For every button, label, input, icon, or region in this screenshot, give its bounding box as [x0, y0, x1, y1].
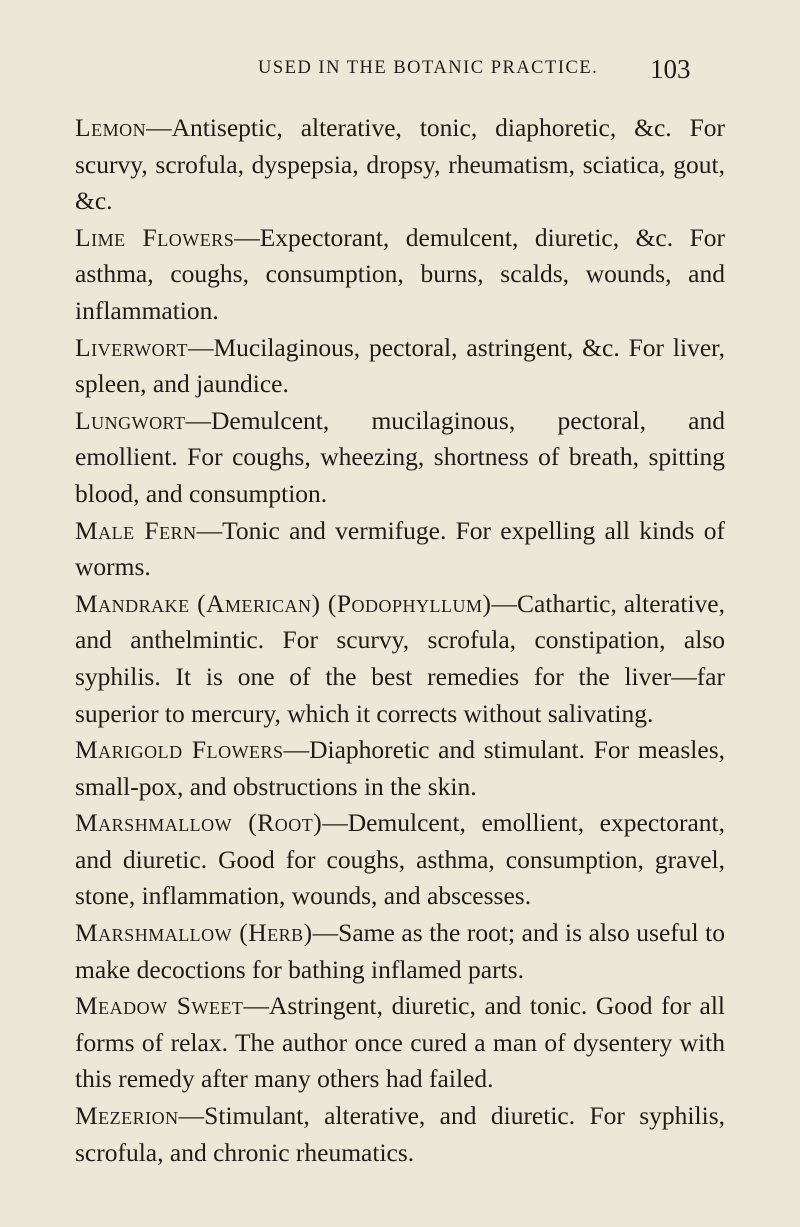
entry-term: Marshmallow (Root) — [75, 808, 323, 838]
entry-marshmallow-root — [75, 805, 725, 915]
herb-entries — [75, 110, 725, 1171]
entry-marshmallow-herb — [75, 915, 725, 988]
entry-description: —Stimulant, alterative, and diuretic. For syphilis, scrofula, and chronic rheumatics. — [75, 1101, 725, 1167]
entry-term: Mandrake (American) (Podophyllum) — [75, 588, 492, 618]
entry-male-fern — [75, 513, 725, 586]
entry-description: —Demulcent, emollient, expectorant, and diuretic. Good for coughs, asthma, consumption, gravel, stone, inflammation, wounds, and abscesses. — [75, 808, 725, 911]
page-number: 103 — [650, 54, 691, 84]
entry-lime-flowers — [75, 220, 725, 330]
entry-liverwort — [75, 330, 725, 403]
entry-mandrake — [75, 586, 725, 732]
entry-mezerion — [75, 1098, 725, 1171]
entry-term: Lemon — [75, 113, 147, 142]
entry-term: Marigold Flowers — [75, 735, 284, 765]
entry-term: Lime Flowers — [75, 222, 235, 252]
running-head: USED IN THE BOTANIC PRACTICE. — [258, 58, 599, 78]
entry-description: —Mucilaginous, pectoral, astringent, &c. For liver, spleen, and jaundice. — [75, 332, 725, 399]
entry-marigold-flowers — [75, 732, 725, 805]
entry-lungwort — [75, 403, 725, 513]
entry-description: —Astringent, diuretic, and tonic. Good for all forms of relax. The author once cured a man of dysentery with this remedy after many others had failed. — [75, 991, 725, 1094]
entry-lemon — [75, 110, 725, 220]
entry-term: Meadow Sweet — [75, 991, 244, 1021]
entry-meadow-sweet — [75, 988, 725, 1098]
entry-description: —Antiseptic, alterative, tonic, diaphoretic, &c. For scurvy, scrofula, dyspepsia, dropsy, rheumatism, sciatica, gout, &c. — [75, 113, 725, 216]
entry-description: —Same as the root; and is also useful to make decoctions for bathing inflamed parts. — [75, 918, 726, 984]
entry-term: Mezerion — [75, 1101, 179, 1131]
entry-term: Marshmallow (Herb) — [75, 918, 313, 948]
entry-description: —Cathartic, alterative, and anthelmintic. For scurvy, scrofula, constipation, also syphilis. It is one of the best remedies for the liver—far superior to mercury, which it corrects without salivating. — [75, 588, 725, 728]
entry-description: —Demulcent, mucilaginous, pectoral, and emollient. For coughs, wheezing, shortness of breath, spitting blood, and consumption. — [75, 405, 725, 508]
entry-term: Liverwort — [75, 332, 188, 362]
entry-description: —Diaphoretic and stimulant. For measles, small-pox, and obstructions in the skin. — [75, 735, 725, 801]
entry-term: Lungwort — [75, 405, 186, 435]
entry-description: —Tonic and vermifuge. For expelling all kinds of worms. — [75, 515, 725, 582]
entry-term: Male Fern — [75, 515, 197, 545]
entry-description: —Expectorant, demulcent, diuretic, &c. For asthma, coughs, consumption, burns, scalds, wounds, and inflammation. — [75, 222, 726, 325]
